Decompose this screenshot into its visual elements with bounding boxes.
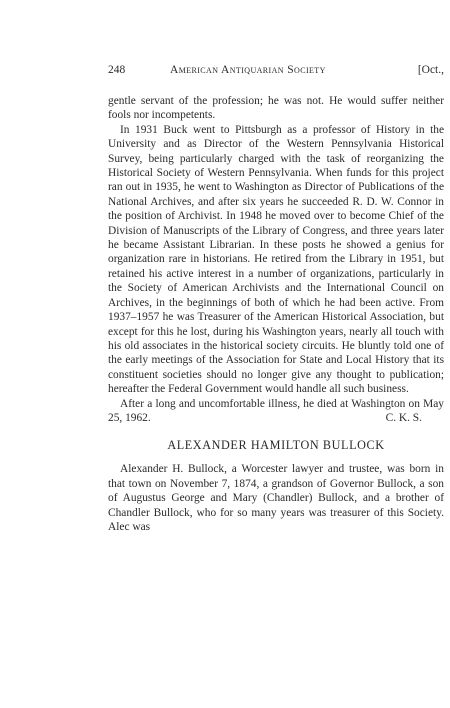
page-header xyxy=(108,61,444,79)
section-title: ALEXANDER HAMILTON BULLOCK xyxy=(167,438,385,453)
author-initials: C. K. S. xyxy=(385,411,422,424)
death-text: After a long and uncomfortable illness, he died at Washington on May 25, 1962. xyxy=(108,397,444,424)
paragraph-continuation: gentle servant of the profession; he was not. He would suffer neither fools nor incompetents. xyxy=(108,95,444,122)
paragraph-career: In 1931 Buck went to Pittsburgh as a professor of History in the University and as Director of the Western Pennsylvania Historical Survey, being particularly charged with the task of reorganizing the Historical Society of Western Pennsylvania. When funds for this project ran out in 1935, he went to Washington as Director of Publications of the National Archives, and after six years he succeeded R. D. W. Connor in the position of Archivist. In 1948 he moved over to become Chief of the Division of Manuscripts of the Library of Congress, and three years later he became Assistant Librarian. In these posts he showed a genius for organization rare in historians. He retired from the Library in 1951, but retained his active interest in a number of organizations, particularly in the Society of American Archivists and the International Council on Archives, in the beginnings of both of which he had been active. From 1937–1957 he was Treasurer of the American Historical Association, but except for this he lost, during his Washington years, nearly all touch with his old associates in the historical society circuits. He bluntly told one of the early meetings of the Association for State and Local History that its constituent societies should no longer give any thought to publication; hereafter the Federal Government would handle all such business. xyxy=(108,123,444,396)
page-number: 248 xyxy=(108,64,126,76)
page-body xyxy=(108,94,444,534)
paragraph-bullock: Alexander H. Bullock, a Worcester lawyer and trustee, was born in that town on November 7, 1874, a grandson of Governor Bullock, a son of Augustus George and Mary (Chandler) Bullock, and a brother of Chandler Bullock, who for so many years was treasurer of this Society. Alec was xyxy=(108,463,444,533)
date-tag: [Oct., xyxy=(417,64,444,76)
running-title: American Antiquarian Society xyxy=(170,64,326,76)
